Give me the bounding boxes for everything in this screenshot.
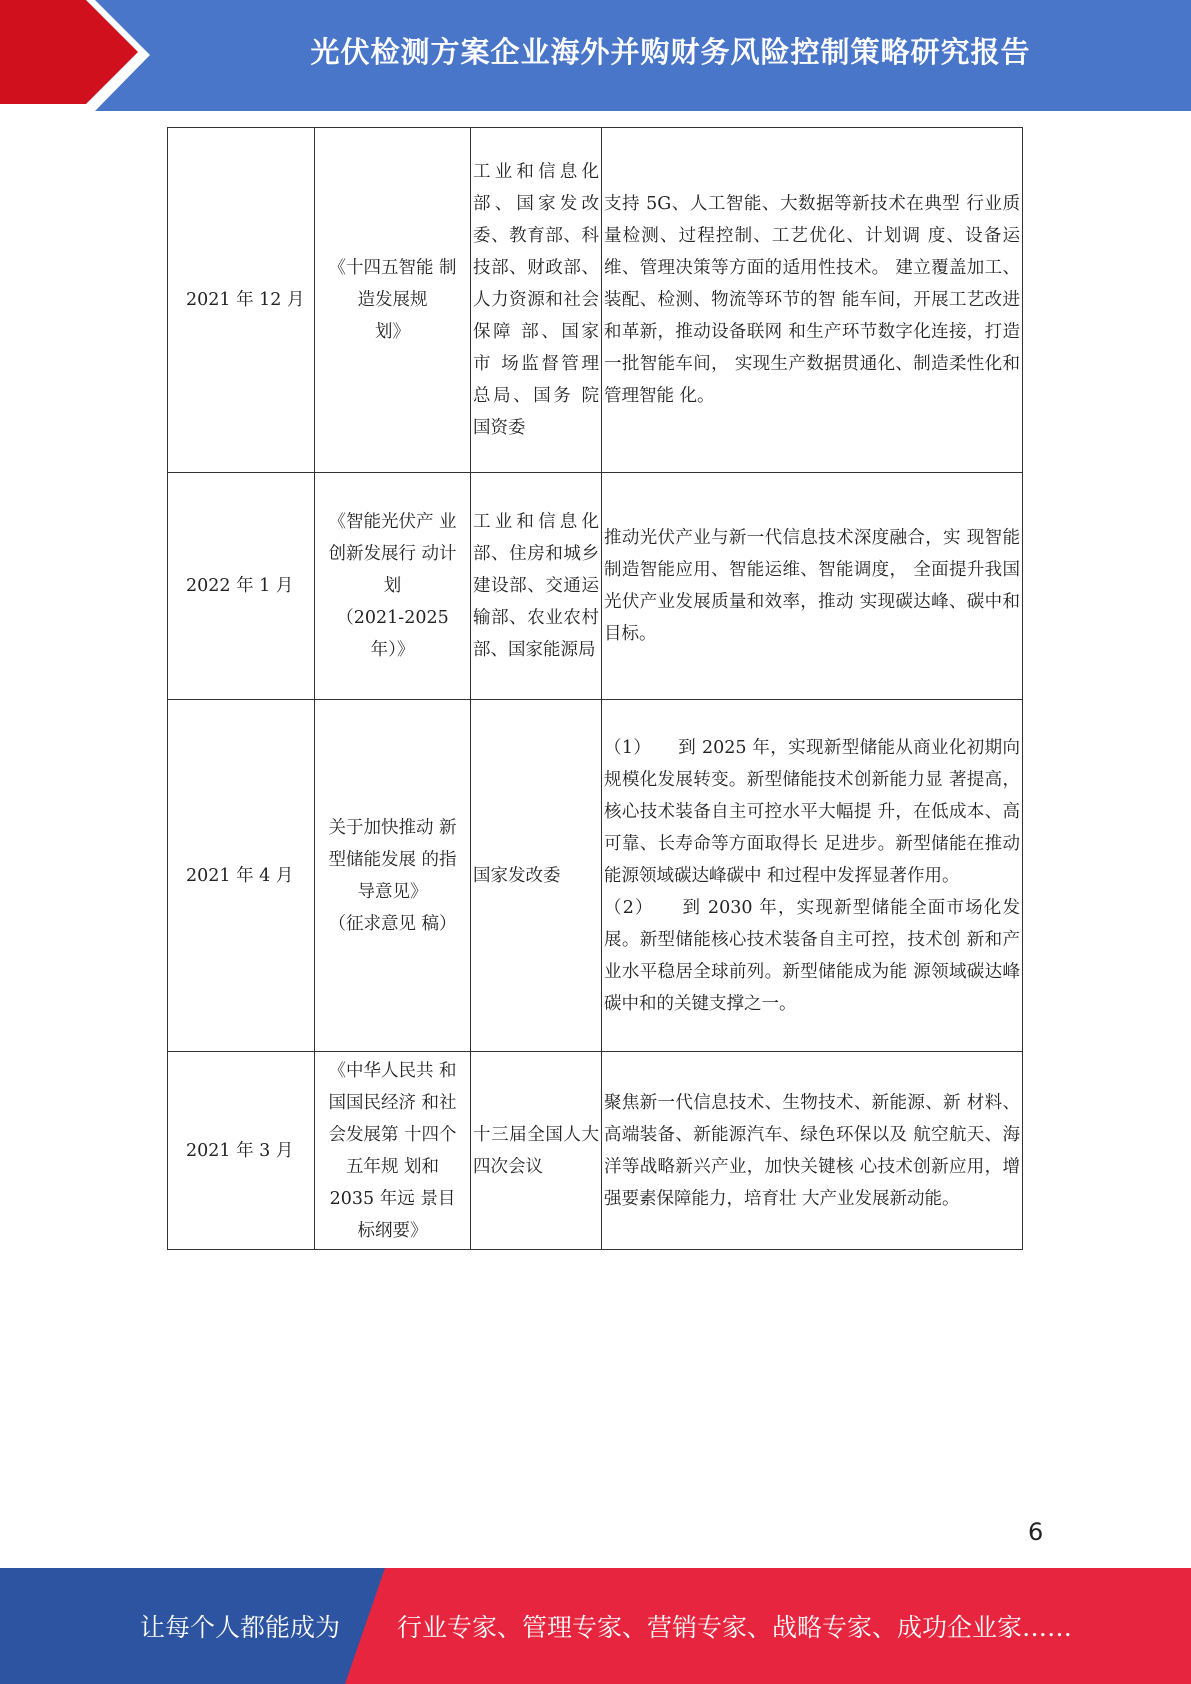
red-arrow-icon	[0, 0, 150, 111]
footer-slogan-right: 行业专家、管理专家、营销专家、战略专家、成功企业家……	[397, 1613, 1073, 1642]
content-cell: 聚焦新一代信息技术、生物技术、新能源、新 材料、高端装备、新能源汽车、绿色环保以及 航空航天、海洋等战略新兴产业，加快关键核 心技术创新应用，增强要素保障能力，培育壮 大产业发展新动能。	[602, 1052, 1023, 1250]
date-cell: 2021 年 4 月	[168, 700, 315, 1052]
policy-table	[167, 127, 1023, 1250]
department-cell: 工业和信息化部、国家发改委、教育部、科技部、财政部、人力资源和社会保障 部、国家市 场监督管理 总局、国务 院国资委	[471, 128, 602, 473]
document-cell: 《中华人民共 和 国国民经济 和社 会发展第 十四个 五年规 划和 2035 年远 景目 标纲要》	[315, 1052, 471, 1250]
content-cell: 推动光伏产业与新一代信息技术深度融合，实 现智能制造智能应用、智能运维、智能调度， 全面提升我国光伏产业发展质量和效率，推动 实现碳达峰、碳中和目标。	[602, 473, 1023, 700]
page-number: 6	[1028, 1518, 1044, 1546]
content-cell: 支持 5G、人工智能、大数据等新技术在典型 行业质量检测、过程控制、工艺优化、计划调 度、设备运维、管理决策等方面的适用性技术。 建立覆盖加工、装配、检测、物流等环节的智 能车间，开展工艺改进和革新，推动设备联网 和生产环节数字化连接，打造一批智能车间， 实现生产数据贯通化、制造柔性化和管理智能 化。	[602, 128, 1023, 473]
page-header	[0, 0, 1191, 111]
report-title: 光伏检测方案企业海外并购财务风险控制策略研究报告	[310, 34, 1031, 69]
page-footer	[0, 1568, 1191, 1684]
footer-slogan-left: 让每个人都能成为	[140, 1613, 341, 1642]
department-cell: 工业和信息化部、住房和城乡建设部、交通运输部、农业农村部、国家能源局	[471, 473, 602, 700]
department-cell: 国家发改委	[471, 700, 602, 1052]
date-cell: 2021 年 3 月	[168, 1052, 315, 1250]
document-cell: 关于加快推动 新 型储能发展 的指 导意见》 （征求意见 稿）	[315, 700, 471, 1052]
date-cell: 2022 年 1 月	[168, 473, 315, 700]
document-cell: 《十四五智能 制 造发展规 划》	[315, 128, 471, 473]
department-cell: 十三届全国人大四次会议	[471, 1052, 602, 1250]
table-row	[168, 128, 1023, 473]
document-cell: 《智能光伏产 业 创新发展行 动计 划 （2021-2025 年）》	[315, 473, 471, 700]
content-cell: （1） 到 2025 年，实现新型储能从商业化初期向规模化发展转变。新型储能技术创新能力显 著提高，核心技术装备自主可控水平大幅提 升，在低成本、高可靠、长寿命等方面取得长 足进步。新型储能在推动能源领域碳达峰碳中 和过程中发挥显著作用。 （2） 到 2030 年，实现新型储能全面市场化发展。新型储能核心技术装备自主可控，技术创 新和产业水平稳居全球前列。新型储能成为能 源领域碳达峰碳中和的关键支撑之一。	[602, 700, 1023, 1052]
table-row	[168, 1052, 1023, 1250]
table-row	[168, 700, 1023, 1052]
date-cell: 2021 年 12 月	[168, 128, 315, 473]
table-row	[168, 473, 1023, 700]
